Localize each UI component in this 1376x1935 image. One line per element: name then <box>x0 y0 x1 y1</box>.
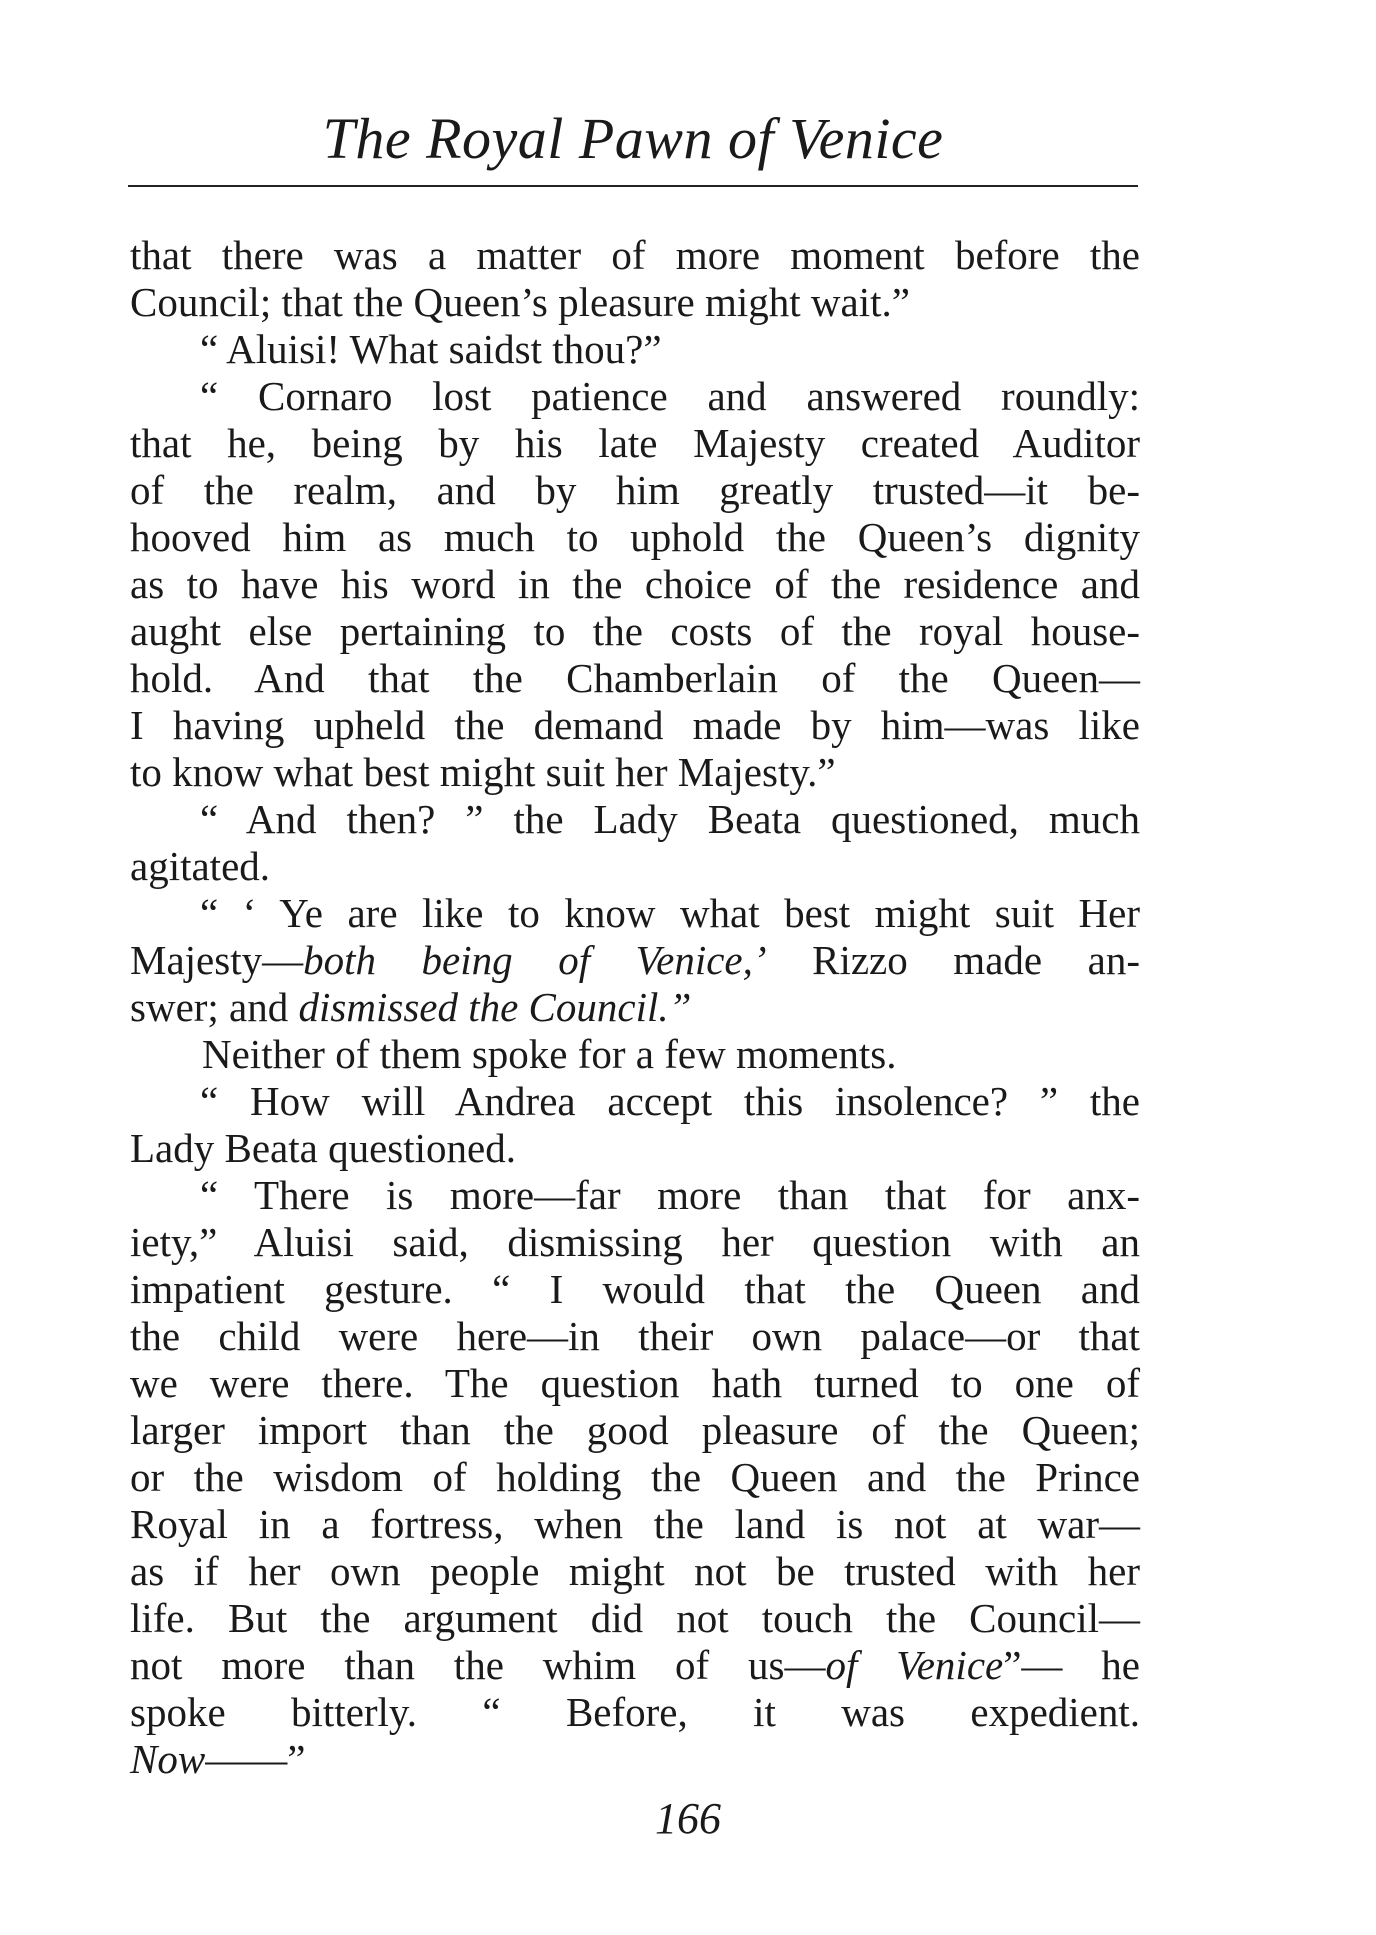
text-line: iety,” Aluisi said, dismissing her question with an <box>130 1219 1140 1265</box>
text-line: hold. And that the Chamberlain of the Queen— <box>130 655 1140 701</box>
text-run: Majesty— <box>130 937 304 983</box>
text-line: larger import than the good pleasure of the Queen; <box>130 1407 1140 1453</box>
italic-run: both being of Venice,’ <box>303 937 767 983</box>
text-line: “ There is more—far more than that for anx- <box>200 1172 1140 1218</box>
text-line: impatient gesture. “ I would that the Queen and <box>130 1266 1140 1312</box>
text-line: Lady Beata questioned. <box>130 1125 516 1171</box>
text-line: as if her own people might not be trusted with her <box>130 1548 1140 1594</box>
text-line: of the realm, and by him greatly trusted—it be- <box>130 467 1140 513</box>
text-line: Council; that the Queen’s pleasure might wait.” <box>130 279 910 325</box>
text-line: spoke bitterly. “ Before, it was expedient. <box>130 1689 1140 1735</box>
text-line: to know what best might suit her Majesty.” <box>130 749 836 795</box>
text-run: not more than the whim of us— <box>130 1642 826 1688</box>
running-title: The Royal Pawn of Venice <box>322 106 944 171</box>
text-line: Royal in a fortress, when the land is not at war— <box>130 1501 1140 1547</box>
text-line: as to have his word in the choice of the residence and <box>130 561 1140 607</box>
text-run: ——” <box>205 1736 306 1782</box>
text-line: that he, being by his late Majesty created Auditor <box>130 420 1140 466</box>
text-line: “ How will Andrea accept this insolence? ” the <box>200 1078 1140 1124</box>
text-run: swer; and <box>130 984 299 1030</box>
text-line <box>130 984 1140 1031</box>
text-line: the child were here—in their own palace—or that <box>130 1313 1140 1359</box>
text-line: “ Aluisi! What saidst thou?” <box>200 326 662 372</box>
text-line: “ Cornaro lost patience and answered roundly: <box>200 373 1140 419</box>
text-line <box>130 1736 1140 1783</box>
page-number: 166 <box>655 1794 721 1843</box>
header-rule <box>128 185 1138 187</box>
text-run: Rizzo made an- <box>766 937 1140 983</box>
text-line: or the wisdom of holding the Queen and the Prince <box>130 1454 1140 1500</box>
italic-run: dismissed the Council.” <box>298 984 692 1030</box>
text-line: life. But the argument did not touch the Council— <box>130 1595 1140 1641</box>
text-line: I having upheld the demand made by him—was like <box>130 702 1140 748</box>
text-line: agitated. <box>130 843 271 889</box>
text-line: we were there. The question hath turned to one of <box>130 1360 1140 1406</box>
text-run: ”— he <box>1003 1642 1140 1688</box>
text-line: aught else pertaining to the costs of the royal house- <box>130 608 1140 654</box>
text-line <box>130 1642 1140 1689</box>
text-line: Neither of them spoke for a few moments. <box>202 1031 897 1077</box>
italic-run: Now <box>130 1736 206 1782</box>
text-line: “ And then? ” the Lady Beata questioned, much <box>200 796 1140 842</box>
text-line: hooved him as much to uphold the Queen’s dignity <box>130 514 1140 560</box>
italic-run: of Venice <box>825 1642 1004 1688</box>
text-line: “ ‘ Ye are like to know what best might suit Her <box>200 890 1140 936</box>
text-line: that there was a matter of more moment before the <box>130 232 1140 278</box>
body-text <box>130 232 1140 1783</box>
text-line <box>130 937 1140 984</box>
